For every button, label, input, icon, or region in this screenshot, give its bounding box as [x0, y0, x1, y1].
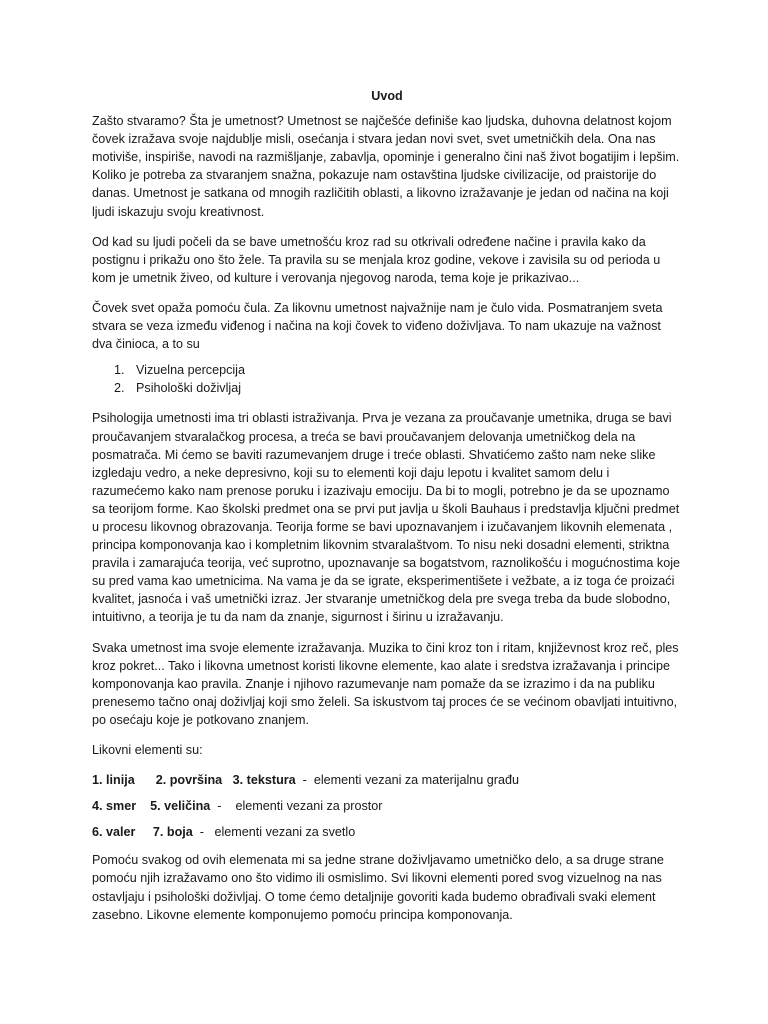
factors-list: [92, 361, 682, 397]
psychology-paragraph: Psihologija umetnosti ima tri oblasti istraživanja. Prva je vezana za proučavanje umetnika, druga se bavi proučavanjem stvaralačkog procesa, a treća se bavi proučavanjem delovanja umetničkog dela na posmatrača. Mi ćemo se baviti razumevanjem druge i treće oblasti. Shvatićemo zašto nam neke slike izgledaju vedro, a neke depresivno, koji su to elementi koji daju lepotu i kvalitet samom delu i razumećemo kako nam prenose poruku i izazivaju emociju. Da bi to mogli, potrebno je da se upoznamo sa teorijom forme. Kao školski predmet ona se prvi put javlja u školi Bauhaus i predstavlja ključni predmet u procesu likovnog obrazovanja. Teorija forme se bavi upoznavanjem i izučavanjem likovnih elemenata , principa komponovanja kao i kompletnim likovnim stvaralaštvom. To nisu neki dosadni elementi, striktna pravila i zamarajuća teorija, već suprotno, upoznavanje sa bogatstvom, raznolikošću i mogućnostima koje su pred vama kao umetnicima. Na vama je da se igrate, eksperimentišete i vežbate, a iz toga će proizaći kvalitet, jasnoća i vaš umetnički izraz. Jer stvaranje umetničkog dela pre svega treba da bude slobodno, intuitivno, a teorija je tu da nam da znanje, sigurnost i širinu u izražavanju.: [92, 411, 681, 625]
element-group-line: [92, 823, 682, 841]
elements-intro-paragraph: Svaka umetnost ima svoje elemente izražavanja. Muzika to čini kroz ton i ritam, književnost kroz reč, ples kroz pokret... Tako i likovna umetnost koristi likovne elemente, kao alate i sredstva izražavanja i principe komponovanja kao pravila. Znanje i njihovo razumevanje nam pomaže da se izrazimo i da na publiku prenesemo tačno onaj doživljaj koji smo želeli. Sa iskustvom taj proces će se većinom obavljati intuitivno, po osećaju koje je potkovano znanjem.: [92, 640, 679, 727]
document-page: [92, 87, 682, 936]
element-group-items: 6. valer 7. boja: [92, 825, 193, 840]
element-group-description: - elementi vezani za materijalnu građu: [295, 773, 519, 788]
element-group-line: [92, 771, 682, 789]
element-group-line: [92, 797, 682, 815]
element-group-description: - elementi vezani za svetlo: [192, 825, 356, 840]
list-item: 2. Psihološki doživljaj: [128, 379, 682, 397]
elements-heading: Likovni elementi su:: [92, 743, 203, 757]
list-item: 1. Vizuelna percepcija: [128, 361, 682, 379]
element-group-items: 1. linija 2. površina 3. tekstura: [92, 773, 296, 788]
element-group-description: - elementi vezani za prostor: [210, 799, 383, 814]
intro-paragraph: Zašto stvaramo? Šta je umetnost? Umetnost se najčešće definiše kao ljudska, duhovna delatnost kojom čovek izražava svoje najdublje misli, osećanja i stvara jedan novi svet, svet umetničkih dela. Ona nas motiviše, inspiriše, navodi na razmišljanje, zabavlja, opominje i generalno čini naš život bogatijim i lepšim. Koliko je potreba za stvaranjem snažna, pokazuje nam ostavština ljudske civilizacije, od praistorije do danas. Umetnost je satkana od mnogih različitih oblasti, a likovno izražavanje je jedan od načina na koji ljudi iskazuju svoju kreativnost.: [92, 114, 680, 219]
perception-paragraph: Čovek svet opaža pomoću čula. Za likovnu umetnost najvažnije nam je čulo vida. Posmatranjem sveta stvara se veza između viđenog i načina na koji čovek to viđeno doživljava. To nam ukazuje na važnost dva činioca, a to su: [92, 300, 663, 352]
closing-paragraph: Pomoću svakog od ovih elemenata mi sa jedne strane doživljavamo umetničko delo, a sa druge strane pomoću njih izražavamo ono što vidimo ili osmislimo. Svi likovni elementi pored svog vizuelnog na nas ostavljaju i psihološki doživljaj. O tome ćemo detaljnije govoriti kada budemo obrađivali svaki element zasebno. Likovne elemente komponujemo pomoću principa komponovanja.: [92, 853, 664, 922]
document-title: Uvod: [371, 89, 403, 103]
element-group-items: 4. smer 5. veličina: [92, 799, 211, 814]
history-paragraph: Od kad su ljudi počeli da se bave umetnošću kroz rad su otkrivali određene načine i pravila kako da postignu i prikažu ono što žele. Ta pravila su se menjala kroz godine, vekove i zavisila su od perioda u kom je umetnik živeo, od kulture i verovanja njegovog naroda, tema koje je prikazivao...: [92, 234, 661, 285]
